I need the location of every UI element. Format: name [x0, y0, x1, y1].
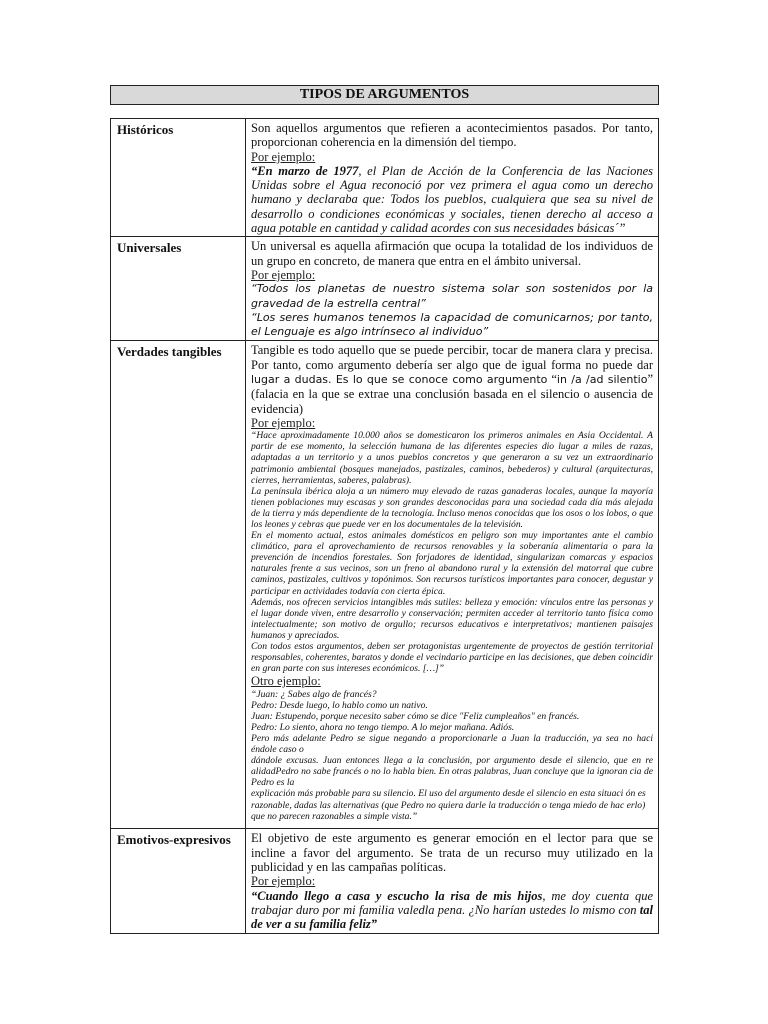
- definition-text: Un universal es aquella afirmación que ocupa la totalidad de los individuos de un grupo en concreto, de manera que entra en el ámbito universal.: [251, 239, 653, 268]
- definition-part: ” (falacia en la que se extrae una conclusión basada en el silencio o ausencia de evidencia): [251, 372, 653, 416]
- dialogue-line: Pedro: Lo siento, ahora no tengo tiempo. A lo mejor mañana. Adiós.: [251, 721, 515, 733]
- definition-part: “: [547, 372, 557, 387]
- table-row: [111, 341, 659, 829]
- dialogue-line: Pero más adelante Pedro se sigue negando a proporcionarle a Juan la traducción, ya sea no haci éndole caso o: [251, 732, 653, 756]
- example-paragraph: Con todos estos argumentos, deben ser protagonistas urgentemente de proyectos de gestión territorial responsables, coherentes, baratos y donde el vecindario participe en las decisiones, que deben coincidir en gran parte con sus intereses económicos. […]”: [251, 641, 653, 675]
- dialogue-line: “Juan: ¿ Sabes algo de francés?: [251, 688, 377, 700]
- dialogue-line: razonable, dadas las alternativas (que Pedro no quiera darle la traducción o tenga miedo de hac erlo): [251, 799, 646, 811]
- example-emphasis: “Cuando llego a casa y escucho la risa de mis hijos: [251, 888, 543, 903]
- dialogue-line: que no parecen razonables a simple vista.”: [251, 810, 418, 822]
- example-label: Por ejemplo:: [251, 267, 316, 282]
- table-row: [111, 119, 659, 237]
- dialogue-line: dándole excusas. Juan entonces llega a la conclusión, por argumento desde el silencio, que en re alidadPedro no sabe francés o no lo habla bien. En otras palabras, Juan concluye que la ignoran cia de Pedro es la: [251, 755, 653, 789]
- description-cell: [246, 829, 659, 933]
- example-paragraph: “Hace aproximadamente 10.000 años se domesticaron los primeros animales en Asia Occidental. A partir de ese momento, la selección humana de las diferentes especies dio lugar a miles de razas, adaptadas a un territorio y a unos pueblos concretos y que generaron a su vez un extraordinario patrimonio ambiental (bosques manejados, pastizales, caminos, bebederos) y cultural (arquitecturas, cierres, herramientas, saberes, palabras).: [251, 430, 653, 486]
- example-label: Por ejemplo:: [251, 149, 316, 164]
- arguments-table: [110, 118, 659, 934]
- dialogue-line: explicación más probable para su silencio. El uso del argumento desde el silencio en esta situaci ón es: [251, 788, 646, 800]
- definition-text: Son aquellos argumentos que refieren a acontecimientos pasados. Por tanto, proporcionan coherencia en la dimensión del tiempo.: [251, 121, 653, 150]
- example-label: Por ejemplo:: [251, 415, 316, 430]
- category-cell: Históricos: [111, 119, 246, 237]
- definition-part: Tangible es todo aquello que se puede percibir, tocar de manera clara y precisa. Por tanto, como argumento debería ser algo que de igual forma no puede dar: [251, 343, 653, 372]
- example-text: “Los seres humanos tenemos la capacidad de comunicarnos; por tanto, el Lenguaje es algo intrínseco al individuo”: [251, 310, 653, 339]
- example-paragraph: Además, nos ofrecen servicios intangibles más sutiles: belleza y emoción: vínculos entre las personas y el lugar donde viven, entre desarrollo y conservación; permiten acceder al territorio tanto física como intelectualmente; son motivo de orgullo; recursos educativos e interpretativos; mantienen paisajes humanos y apreciados.: [251, 596, 653, 641]
- document-title: TIPOS DE ARGUMENTOS: [110, 85, 659, 105]
- category-cell: Emotivos-expresivos: [111, 829, 246, 933]
- example-text: [251, 889, 653, 932]
- dialogue-line: Juan: Estupendo, porque necesito saber cómo se dice "Feliz cumpleaños" en francés.: [251, 710, 580, 722]
- table-row: [111, 237, 659, 341]
- definition-part: lugar a dudas. Es lo que se conoce como argumento: [251, 373, 548, 387]
- dialogue-line: Pedro: Desde luego, lo hablo como un nativo.: [251, 699, 428, 711]
- definition-text: [251, 343, 653, 415]
- table-row: [111, 829, 659, 933]
- other-example-label: Otro ejemplo:: [251, 674, 321, 689]
- category-cell: Universales: [111, 237, 246, 341]
- definition-text: El objetivo de este argumento es generar emoción en el lector para que se incline a favor del argumento. Se trata de un recurso muy utilizado en la publicidad y en las campañas políticas.: [251, 831, 653, 875]
- example-text: [251, 164, 653, 235]
- example-body: , el Plan de Acción de la Conferencia de las Naciones Unidas sobre el Agua reconoció por vez primera el agua como un derecho humano y declaraba que: Todos los pueblos, cualquiera que sea su nivel de desarrollo o condiciones económicas y sociales, tienen derecho al acceso a agua potable en cantidad y calidad acordes con sus necesidades básicas´”: [251, 163, 653, 236]
- description-cell: [246, 341, 659, 829]
- example-body: , me doy cuenta que trabajar duro por mi familia valedla pena. ¿No harían ustedes lo mismo con: [251, 888, 653, 917]
- description-cell: [246, 237, 659, 341]
- example-text: “Todos los planetas de nuestro sistema solar son sostenidos por la gravedad de la estrella central”: [251, 282, 653, 310]
- description-cell: [246, 119, 659, 237]
- example-paragraph: La península ibérica aloja a un número muy elevado de razas ganaderas locales, aunque la mayoría tienen poblaciones muy escasas y son grandes desconocidas para una sociedad cada día más alejada de la tierra y más dependiente de la tecnología. Incluso menos conocidas que los osos o los lobos, o que los leones y cebras que puede ver en los documentales de la televisión.: [251, 485, 653, 530]
- category-cell: Verdades tangibles: [111, 341, 246, 829]
- example-paragraph: En el momento actual, estos animales domésticos en peligro son muy importantes ante el cambio climático, para el aprovechamiento de recursos renovables y la soberanía alimentaria o para la prevención de incendios forestales. Son forjadores de identidad, singularizan comarcas y espacios naturales frente a sus vecinos, son un freno al abandono rural y la extensión del matorral que cubre caminos, pastizales, cultivos y topónimos. Son recursos turísticos importantes para conocer, degustar y participar en actividades todavía con cierta épica.: [251, 530, 653, 597]
- example-emphasis: tal de ver a su familia feliz”: [251, 902, 653, 932]
- definition-term: in /a /ad silentio: [556, 373, 648, 387]
- example-label: Por ejemplo:: [251, 874, 316, 889]
- example-emphasis: “En marzo de 1977: [251, 163, 359, 178]
